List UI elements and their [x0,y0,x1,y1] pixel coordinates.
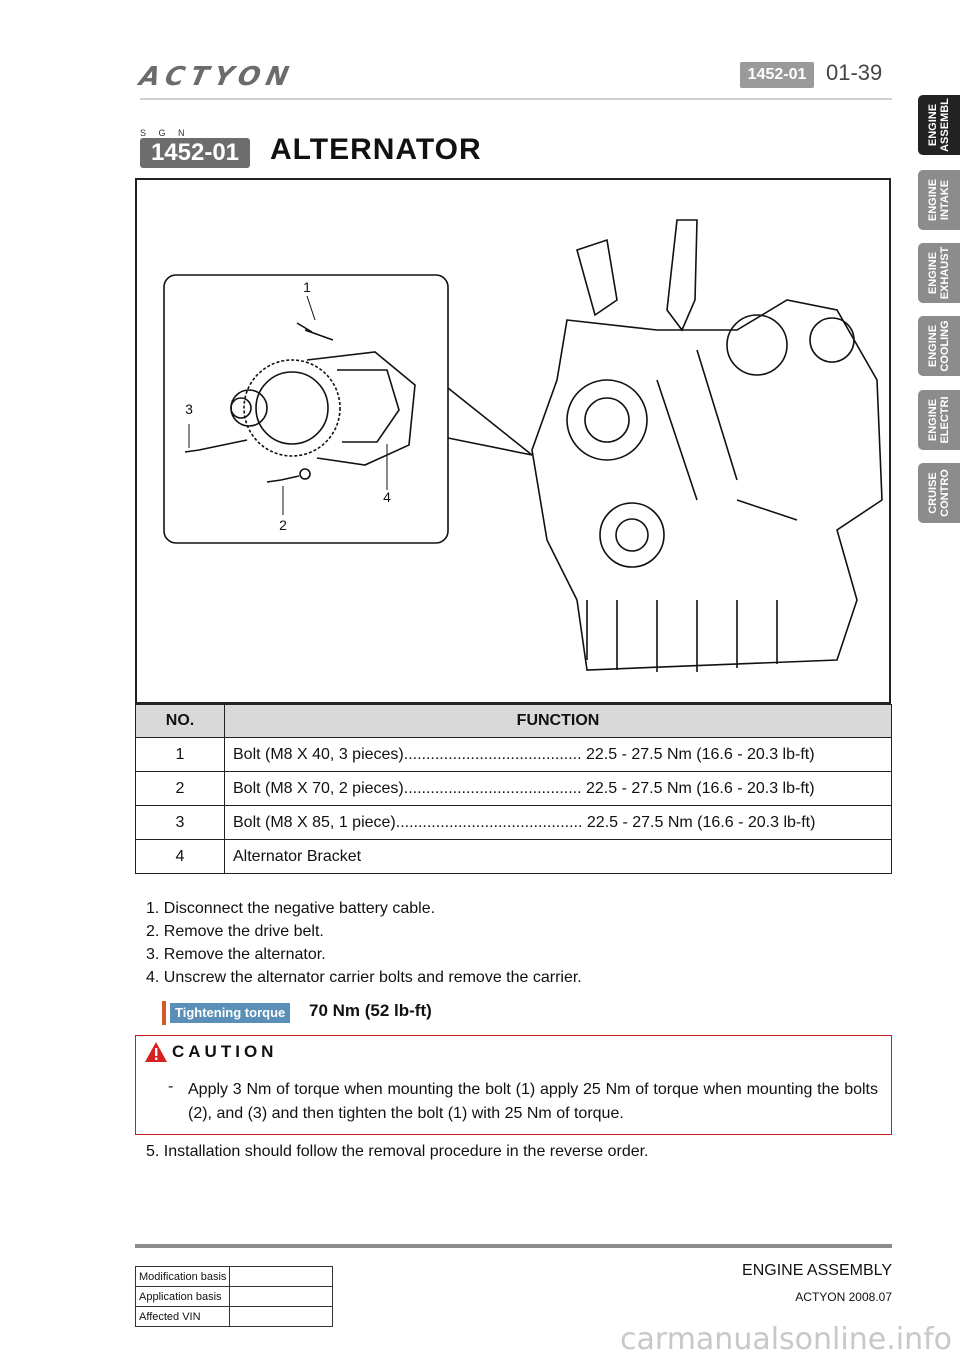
callout-2: 2 [279,517,287,533]
row-no: 4 [136,840,225,874]
table-row [136,840,892,874]
side-tab-cruise-control[interactable]: CRUISE CONTRO [918,463,960,523]
cover-opening [567,380,647,460]
procedure-steps [146,897,582,989]
mod-key: Affected VIN [136,1307,230,1327]
row-function: Bolt (M8 X 40, 3 pieces)........................................ 22.5 - 27.5 Nm (16.6 - 20.3 lb-ft) [225,738,892,772]
mod-value [230,1287,333,1307]
leader-line [448,388,532,455]
table-row [136,1287,333,1307]
oil-filler-cap [727,315,787,375]
side-tab-engine-assembly[interactable]: ENGINE ASSEMBL [918,95,960,155]
page-title: ALTERNATOR [270,133,482,166]
table-header-row [136,705,892,738]
warning-icon [144,1041,168,1063]
caution-dash: - [168,1078,174,1095]
torque-value: 70 Nm (52 lb-ft) [309,1001,432,1020]
row-function: Bolt (M8 X 85, 1 piece).......................................... 22.5 - 27.5 Nm (16.6 - 20.3 lb-ft) [225,806,892,840]
side-tab-engine-intake[interactable]: ENGINE INTAKE [918,170,960,230]
table-row [136,738,892,772]
table-row [136,1267,333,1287]
row-function: Bolt (M8 X 70, 2 pieces)........................................ 22.5 - 27.5 Nm (16.6 - 20.3 lb-ft) [225,772,892,806]
row-no: 2 [136,772,225,806]
section-code-badge: 1452-01 [140,138,250,168]
callout-3: 3 [185,401,193,417]
row-no: 1 [136,738,225,772]
engine-block [532,300,882,670]
callout-1: 1 [303,279,311,295]
step-item: 4. Unscrew the alternator carrier bolts and remove the carrier. [146,969,582,986]
modification-table [135,1266,333,1327]
header-code-badge: 1452-01 [740,62,814,88]
side-tab-engine-cooling[interactable]: ENGINE COOLING [918,316,960,376]
mod-key: Application basis [136,1287,230,1307]
footer-model: ACTYON 2008.07 [795,1290,892,1304]
side-tab-engine-exhaust[interactable]: ENGINE EXHAUST [918,243,960,303]
alternator-body [244,360,340,456]
watermark: carmanualsonline.info [620,1322,952,1357]
table-row [136,772,892,806]
footer-rule [135,1244,892,1248]
side-tab-engine-electrical[interactable]: ENGINE ELECTRI [918,390,960,450]
step-item: 5. Installation should follow the removal procedure in the reverse order. [146,1143,649,1160]
footer-section: ENGINE ASSEMBLY [742,1262,892,1279]
header-no: NO. [136,705,225,738]
mod-value [230,1267,333,1287]
mod-key: Modification basis [136,1267,230,1287]
torque-label: Tightening torque [170,1003,290,1023]
row-function: Alternator Bracket [225,840,892,874]
header-function: FUNCTION [225,705,892,738]
caution-text: Apply 3 Nm of torque when mounting the bolt (1) apply 25 Nm of torque when mounting the bolts (2), and (3) and then tighten the bolt (1) with 25 Nm of torque. [188,1081,878,1122]
engine-illustration [137,180,889,702]
parts-table [135,704,892,874]
brand-logo: ACTYON [136,62,298,92]
caution-box [135,1035,892,1135]
callout-4: 4 [383,489,391,505]
step-item: 3. Remove the alternator. [146,946,326,963]
inset-frame [164,275,448,543]
timing-guide [577,240,617,315]
sgn-label: S G N [140,128,190,138]
row-no: 3 [136,806,225,840]
torque-accent-bar [162,1001,166,1025]
alternator-figure [135,178,891,704]
step-item: 2. Remove the drive belt. [146,923,324,940]
step-item: 1. Disconnect the negative battery cable. [146,900,436,917]
header-rule [140,98,892,100]
table-row [136,806,892,840]
caution-title: CAUTION [172,1042,278,1061]
crank-seal [600,503,664,567]
page-number: 01-39 [826,60,883,85]
